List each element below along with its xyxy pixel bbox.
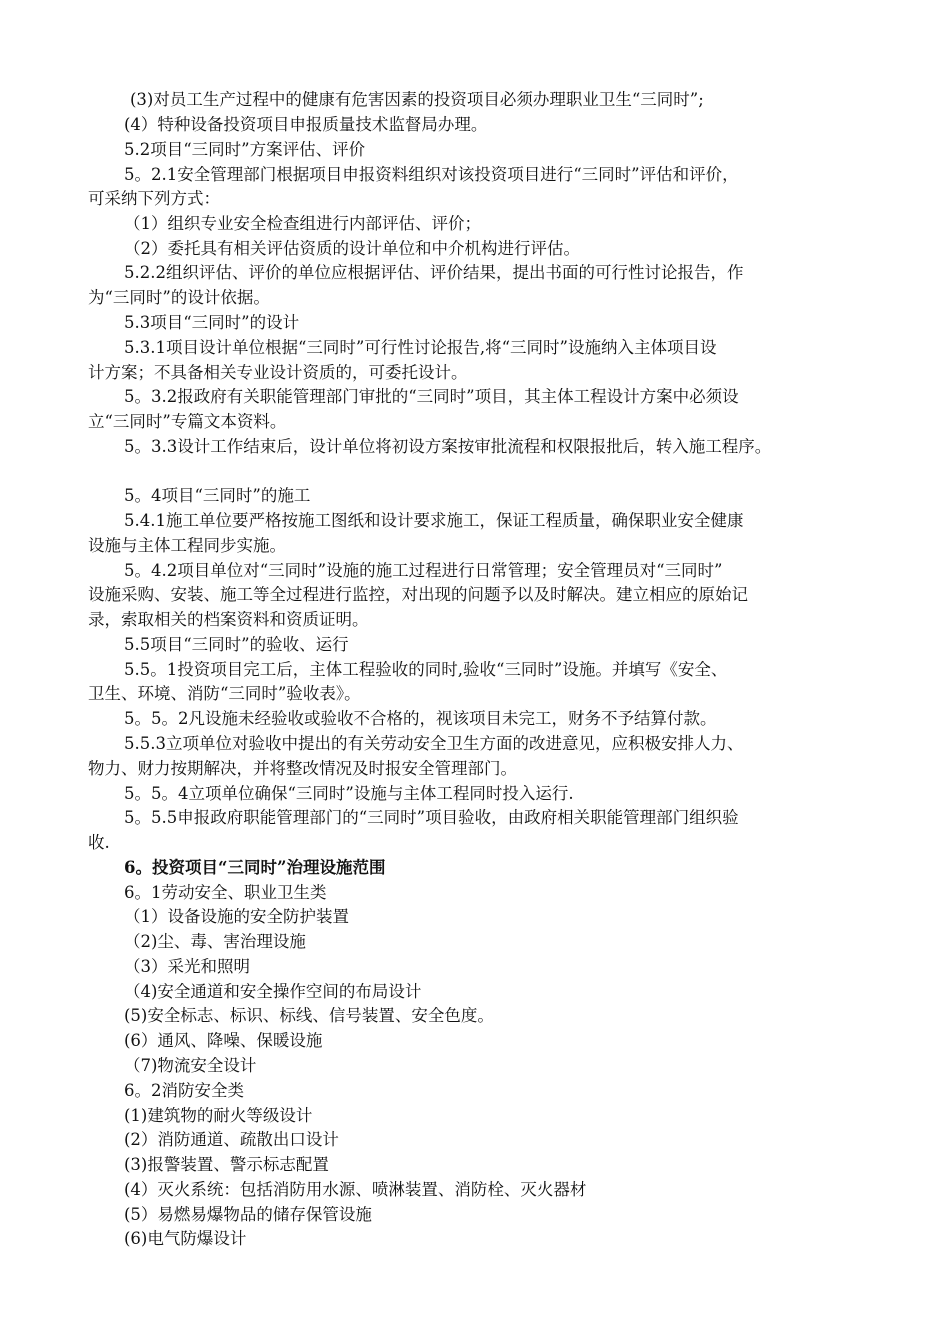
list-item: （2）委托具有相关评估资质的设计单位和中介机构进行评估。	[124, 239, 580, 258]
list-item: (5)安全标志、标识、标线、信号装置、安全色度。	[124, 1006, 494, 1025]
paragraph-line: 为“三同时”的设计依据。	[88, 288, 270, 307]
list-item: （7)物流安全设计	[124, 1056, 257, 1075]
section-heading: 5。4项目“三同时”的施工	[124, 486, 311, 505]
list-item: （1）组织专业安全检查组进行内部评估、评价；	[124, 214, 481, 233]
paragraph-line: 卫生、环境、消防“三同时”验收表》。	[88, 684, 361, 703]
list-item: （3）采光和照明	[124, 957, 250, 976]
paragraph-line: 5.3.1项目设计单位根据“三同时”可行性讨论报告,将“三同时”设施纳入主体项目设	[124, 338, 717, 357]
paragraph-line: 设施采购、安装、施工等全过程进行监控，对出现的问题予以及时解决。建立相应的原始记	[88, 585, 748, 604]
paragraph-line: 5.2.2组织评估、评价的单位应根据评估、评价结果，提出书面的可行性讨论报告，作	[124, 263, 744, 282]
section-heading: 6。2消防安全类	[124, 1081, 244, 1100]
paragraph-line: 5。5.5申报政府职能管理部门的“三同时”项目验收，由政府相关职能管理部门组织验	[124, 808, 739, 827]
paragraph-line: 立“三同时”专篇文本资料。	[88, 412, 287, 431]
paragraph-line: 5。3.2报政府有关职能管理部门审批的“三同时”项目，其主体工程设计方案中必须设	[124, 387, 739, 406]
list-item: (1)建筑物的耐火等级设计	[124, 1106, 313, 1125]
list-item: (3)报警装置、警示标志配置	[124, 1155, 329, 1174]
paragraph-line: 5.5。1投资项目完工后，主体工程验收的同时,验收“三同时”设施。并填写《安全、	[124, 660, 728, 679]
list-item: (4）灭火系统：包括消防用水源、喷淋装置、消防栓、灭火器材	[124, 1180, 587, 1199]
paragraph-line: (3)对员工生产过程中的健康有危害因素的投资项目必须办理职业卫生“三同时”;	[130, 90, 704, 109]
paragraph-line: 收.	[88, 833, 110, 852]
paragraph-line: 物力、财力按期解决，并将整改情况及时报安全管理部门。	[88, 759, 517, 778]
paragraph-line: 5.4.1施工单位要严格按施工图纸和设计要求施工，保证工程质量，确保职业安全健康	[124, 511, 744, 530]
list-item: (6）通风、降噪、保暖设施	[124, 1031, 323, 1050]
list-item: (5）易燃易爆物品的储存保管设施	[124, 1205, 372, 1224]
list-item: （2)尘、毒、害治理设施	[124, 932, 306, 951]
list-item: （4)安全通道和安全操作空间的布局设计	[124, 982, 422, 1001]
paragraph-line: 5。2.1安全管理部门根据项目申报资料组织对该投资项目进行“三同时”评估和评价，	[124, 165, 739, 184]
list-item: （1）设备设施的安全防护装置	[124, 907, 349, 926]
paragraph-line: 5。5。4立项单位确保“三同时”设施与主体工程同时投入运行.	[124, 784, 574, 803]
paragraph-line: 5。5。2凡设施未经验收或验收不合格的，视该项目未完工，财务不予结算付款。	[124, 709, 717, 728]
section-heading: 5.5项目“三同时”的验收、运行	[124, 635, 349, 654]
paragraph-line: 5。4.2项目单位对“三同时”设施的施工过程进行日常管理；安全管理员对“三同时”	[124, 561, 723, 580]
paragraph-line: 5。3.3设计工作结束后，设计单位将初设方案按审批流程和权限报批后，转入施工程序。	[124, 437, 772, 456]
paragraph-line: 5.5.3立项单位对验收中提出的有关劳动安全卫生方面的改进意见，应积极安排人力、	[124, 734, 744, 753]
list-item: (2）消防通道、疏散出口设计	[124, 1130, 339, 1149]
paragraph-line: 录，索取相关的档案资料和资质证明。	[88, 610, 369, 629]
paragraph-line: 计方案；不具备相关专业设计资质的，可委托设计。	[88, 363, 468, 382]
list-item: (6)电气防爆设计	[124, 1229, 247, 1248]
paragraph-line: (4）特种设备投资项目申报质量技术监督局办理。	[124, 115, 488, 134]
paragraph-line: 可采纳下列方式：	[88, 189, 220, 208]
section-heading: 5.3项目“三同时”的设计	[124, 313, 300, 332]
section-heading: 5.2项目“三同时”方案评估、评价	[124, 140, 366, 159]
paragraph-line: 设施与主体工程同步实施。	[88, 536, 286, 555]
section-heading: 6。1劳动安全、职业卫生类	[124, 883, 327, 902]
chapter-heading: 6。投资项目“三同时”治理设施范围	[124, 858, 386, 877]
